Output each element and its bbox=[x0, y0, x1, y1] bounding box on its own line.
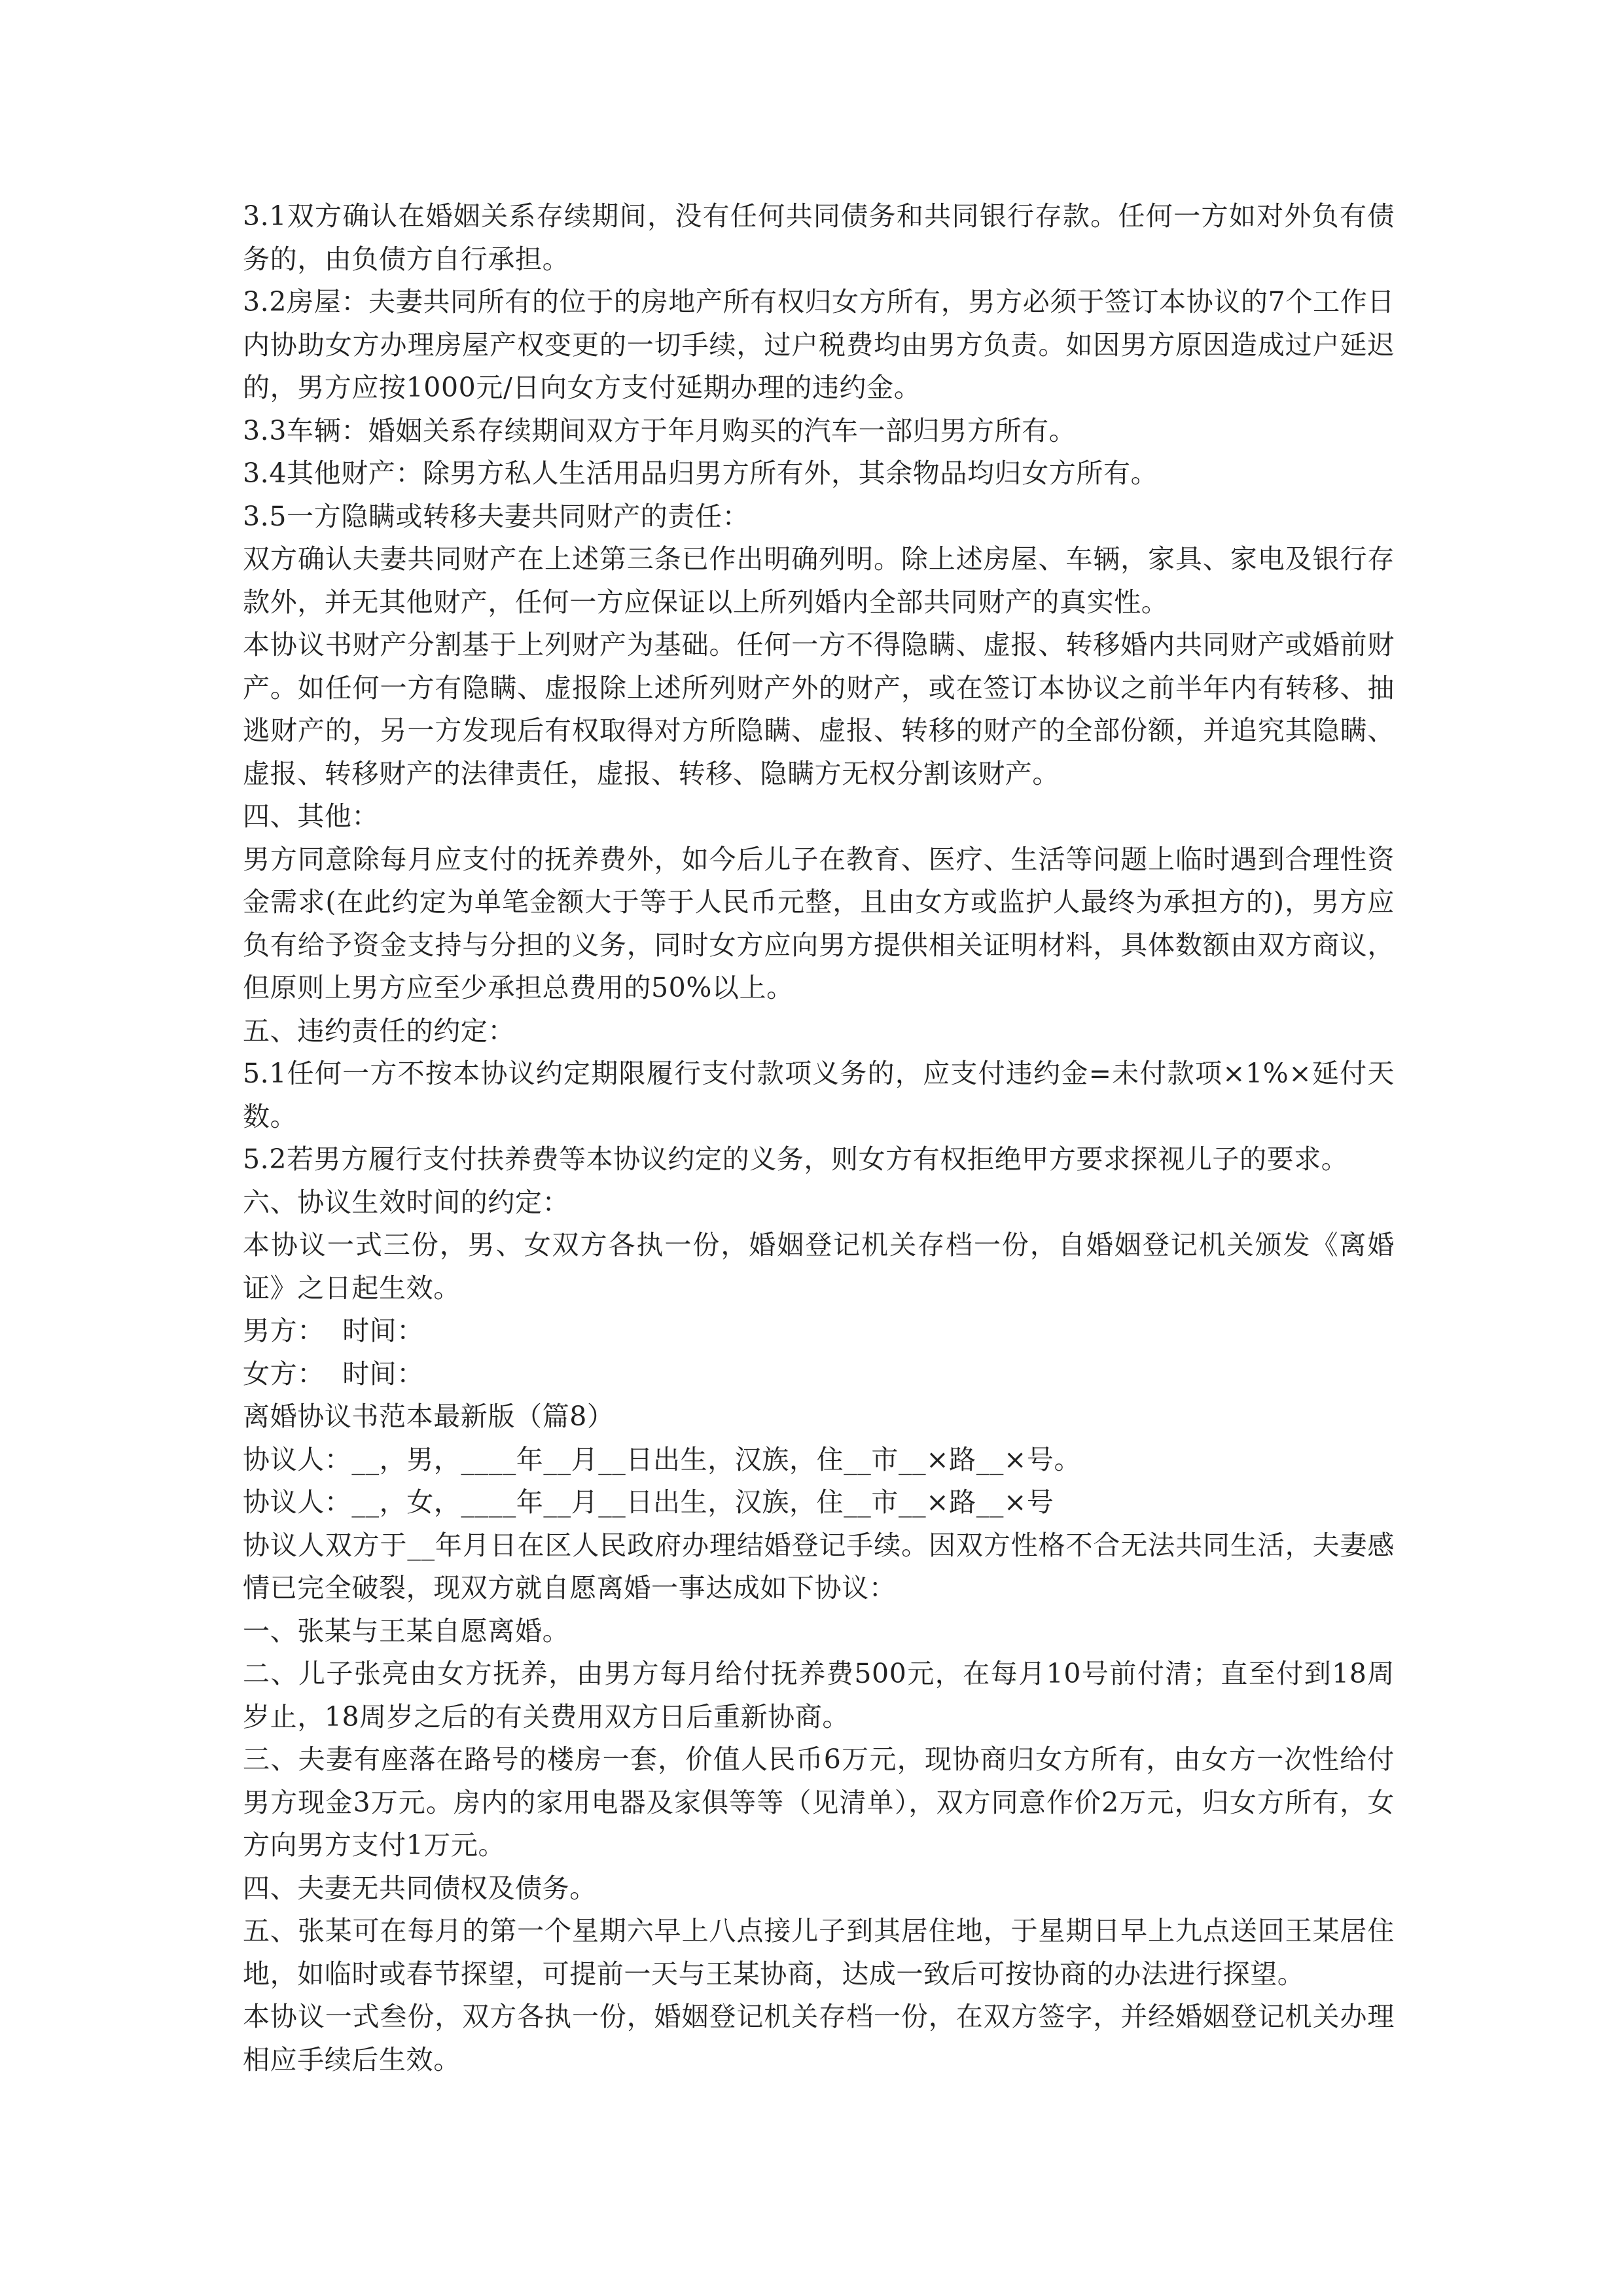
clause-5-1: 5.1任何一方不按本协议约定期限履行支付款项义务的，应支付违约金=未付款项×1%×延付天数。 bbox=[243, 1058, 1395, 1132]
party-female-line: 协议人：__，女，____年__月__日出生，汉族，住__市__×路__×号 bbox=[243, 1486, 1054, 1518]
property-division-paragraph: 本协议书财产分割基于上列财产为基础。任何一方不得隐瞒、虚报、转移婚内共同财产或婚前财产。如任何一方有隐瞒、虚报除上述所列财产外的财产，或在签订本协议之前半年内有转移、抽逃财产的，另一方发现后有权取得对方所隐瞒、虚报、转移的财产的全部份额，并追究其隐瞒、虚报、转移财产的法律责任，虚报、转移、隐瞒方无权分割该财产。 bbox=[243, 629, 1395, 789]
closing-paragraph: 本协议一式叁份，双方各执一份，婚姻登记机关存档一份，在双方签字，并经婚姻登记机关办理相应手续后生效。 bbox=[243, 2001, 1395, 2075]
document-body bbox=[243, 195, 1395, 2081]
clause-3-5-heading: 3.5一方隐瞒或转移夫妻共同财产的责任： bbox=[243, 500, 750, 532]
clause-3-4-other-property: 3.4其他财产：除男方私人生活用品归男方所有外，其余物品均归女方所有。 bbox=[243, 457, 1158, 489]
section-6-heading: 六、协议生效时间的约定： bbox=[243, 1186, 570, 1218]
item-4-debts: 四、夫妻无共同债权及债务。 bbox=[243, 1872, 597, 1904]
section-4-paragraph: 男方同意除每月应支付的抚养费外，如今后儿子在教育、医疗、生活等问题上临时遇到合理性资金需求(在此约定为单笔金额大于等于人民币元整，且由女方或监护人最终为承担方的)，男方应负有给予资金支持与分担的义务，同时女方应向男方提供相关证明材料，具体数额由双方商议，但原则上男方应至少承担总费用的50%以上。 bbox=[243, 843, 1395, 1003]
template-8-title: 离婚协议书范本最新版（篇8） bbox=[243, 1401, 615, 1432]
clause-3-2-house: 3.2房屋：夫妻共同所有的位于的房地产所有权归女方所有，男方必须于签订本协议的7个工作日内协助女方办理房屋产权变更的一切手续，过户税费均由男方负责。如因男方原因造成过户延迟的，男方应按1000元/日向女方支付延期办理的违约金。 bbox=[243, 286, 1395, 403]
property-confirmation-paragraph: 双方确认夫妻共同财产在上述第三条已作出明确列明。除上述房屋、车辆，家具、家电及银行存款外，并无其他财产，任何一方应保证以上所列婚内全部共同财产的真实性。 bbox=[243, 543, 1395, 618]
clause-3-1: 3.1双方确认在婚姻关系存续期间，没有任何共同债务和共同银行存款。任何一方如对外负有债务的，由负债方自行承担。 bbox=[243, 200, 1395, 275]
clause-5-2: 5.2若男方履行支付扶养费等本协议约定的义务，则女方有权拒绝甲方要求探视儿子的要求。 bbox=[243, 1143, 1349, 1175]
clause-3-3-vehicle: 3.3车辆：婚姻关系存续期间双方于年月购买的汽车一部归男方所有。 bbox=[243, 414, 1077, 446]
party-male-line: 协议人：__，男，____年__月__日出生，汉族，住__市__×路__×号。 bbox=[243, 1443, 1082, 1475]
item-3-property: 三、夫妻有座落在路号的楼房一套，价值人民币6万元，现协商归女方所有，由女方一次性给付男方现金3万元。房内的家用电器及家俱等等（见清单），双方同意作价2万元，归女方所有，女方向男方支付1万元。 bbox=[243, 1744, 1395, 1861]
female-signature-line: 女方： 时间： bbox=[243, 1357, 424, 1390]
agreement-intro-paragraph: 协议人双方于__年月日在区人民政府办理结婚登记手续。因双方性格不合无法共同生活，夫妻感情已完全破裂，现双方就自愿离婚一事达成如下协议： bbox=[243, 1529, 1395, 1604]
male-signature-line: 男方： 时间： bbox=[243, 1315, 424, 1346]
section-4-heading: 四、其他： bbox=[243, 800, 379, 832]
item-1: 一、张某与王某自愿离婚。 bbox=[243, 1615, 570, 1647]
section-6-paragraph: 本协议一式三份，男、女双方各执一份，婚姻登记机关存档一份，自婚姻登记机关颁发《离婚证》之日起生效。 bbox=[243, 1229, 1395, 1304]
section-5-heading: 五、违约责任的约定： bbox=[243, 1014, 515, 1047]
item-5-visitation: 五、张某可在每月的第一个星期六早上八点接儿子到其居住地，于星期日早上九点送回王某居住地，如临时或春节探望，可提前一天与王某协商，达成一致后可按协商的办法进行探望。 bbox=[243, 1915, 1395, 1990]
item-2-child-custody: 二、儿子张亮由女方抚养，由男方每月给付抚养费500元，在每月10号前付清；直至付到18周岁止，18周岁之后的有关费用双方日后重新协商。 bbox=[243, 1658, 1395, 1732]
